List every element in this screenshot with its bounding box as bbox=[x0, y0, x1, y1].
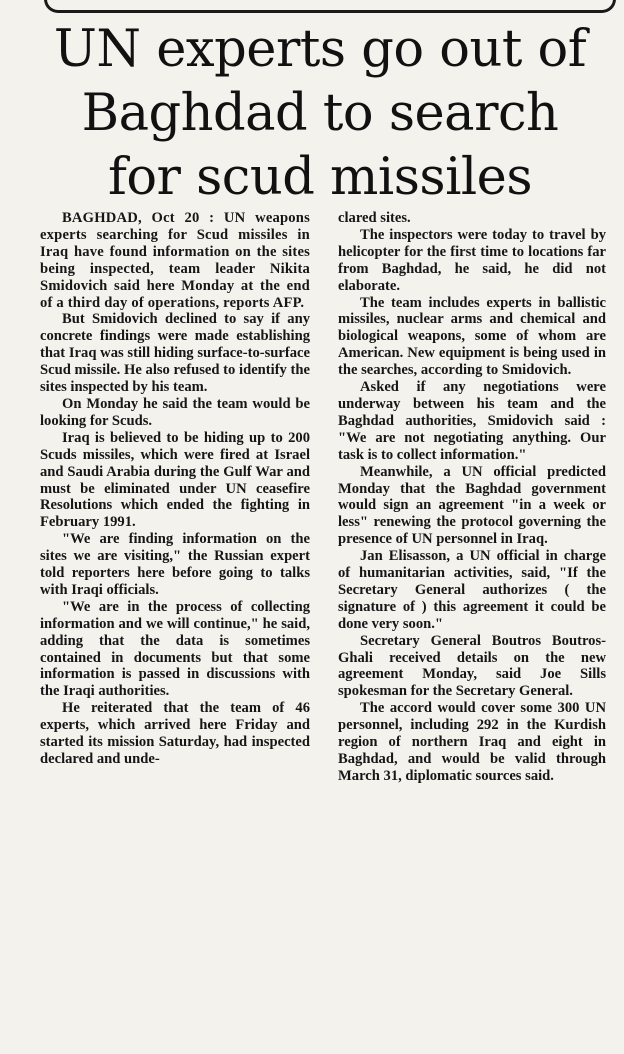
paragraph: Asked if any negotiations were underway between his team and the Baghdad authorities, Smidovich said : "We are not negotiating anything. Our task is to collect information." bbox=[338, 379, 606, 463]
paragraph-dateline: BAGHDAD, Oct 20 : UN weapons experts searching for Scud missiles in Iraq have found information on the sites being inspected, team leader Nikita Smidovich said here Monday at the end of a third day of operations, reports AFP. bbox=[40, 210, 310, 311]
paragraph: The accord would cover some 300 UN personnel, including 292 in the Kurdish region of northern Iraq and eight in Baghdad, and would be valid through March 31, diplomatic sources said. bbox=[338, 700, 606, 784]
paragraph: But Smidovich declined to say if any concrete findings were made establishing that Iraq was still hiding surface-to-surface Scud missile. He also refused to identify the sites inspected by his team. bbox=[40, 311, 310, 396]
box-border-rule bbox=[44, 0, 616, 13]
paragraph: Meanwhile, a UN official predicted Monday that the Baghdad government would sign an agreement "in a week or less" renewing the protocol governing the presence of UN personnel in Iraq. bbox=[338, 463, 606, 548]
paragraph: "We are finding information on the sites we are visiting," the Russian expert told reporters here before going to talks with Iraqi officials. bbox=[40, 531, 310, 598]
headline bbox=[20, 18, 620, 210]
paragraph: Iraq is believed to be hiding up to 200 Scuds missiles, which were fired at Israel and Saudi Arabia during the Gulf War and must be eliminated under UN ceasefire Resolutions which ended the fighting in February 1991. bbox=[40, 429, 310, 531]
paragraph: The team includes experts in ballistic missiles, nuclear arms and chemical and biological weapons, some of whom are American. New equipment is being used in the searches, according to Smidovich. bbox=[338, 294, 606, 379]
paragraph: He reiterated that the team of 46 experts, which arrived here Friday and started its mission Saturday, had inspected declared and unde- bbox=[40, 700, 310, 767]
headline-line-3: for scud missiles bbox=[107, 148, 533, 207]
paragraph: Secretary General Boutros Boutros-Ghali received details on the new agreement Monday, said Joe Sills spokesman for the Secretary General. bbox=[338, 632, 606, 700]
paragraph: On Monday he said the team would be looking for Scuds. bbox=[40, 395, 310, 429]
paragraph-continued: clared sites. bbox=[338, 210, 411, 226]
article-column-left bbox=[40, 210, 310, 768]
paragraph: The inspectors were today to travel by helicopter for the first time to locations far from Baghdad, he said, he did not elaborate. bbox=[338, 226, 606, 294]
article-column-right bbox=[338, 210, 606, 785]
paragraph: "We are in the process of collecting information and we will continue," he said, adding that the data is sometimes contained in documents but that some information is passed in discussions with the Iraqi authorities. bbox=[40, 598, 310, 700]
paragraph: Jan Elisasson, a UN official in charge of humanitarian activities, said, "If the Secretary General authorizes ( the signature of ) this agreement it could be done very soon." bbox=[338, 548, 606, 632]
headline-line-2: Baghdad to search bbox=[81, 84, 559, 143]
headline-line-1: UN experts go out of bbox=[53, 20, 587, 79]
